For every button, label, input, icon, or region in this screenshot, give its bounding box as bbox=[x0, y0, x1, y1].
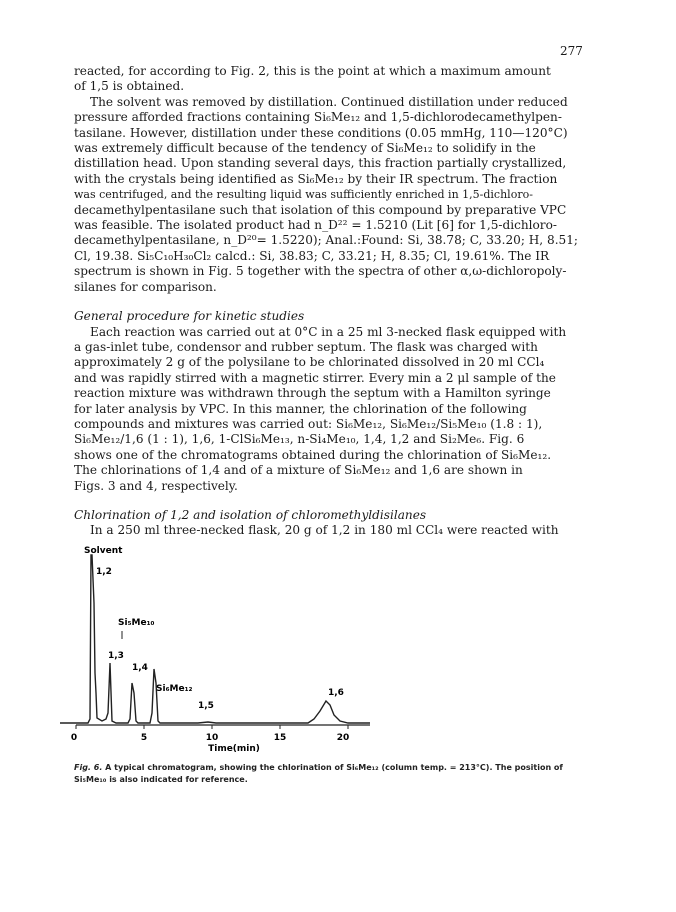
chromatogram-trace bbox=[60, 555, 370, 723]
figure-caption bbox=[74, 762, 594, 786]
x-axis-label: Time(min) bbox=[208, 744, 260, 753]
text-line: was extremely difficult because of the tendency of Si₆Me₁₂ to solidify in the bbox=[74, 141, 536, 156]
text-line: compounds and mixtures was carried out: Si₆Me₁₂, Si₆Me₁₂/Si₅Me₁₀ (1.8 : 1), bbox=[74, 416, 543, 431]
text-line: The solvent was removed by distillation. Continued distillation under reduced bbox=[90, 94, 568, 109]
text-line: spectrum is shown in Fig. 5 together with the spectra of other α,ω-dichloropoly- bbox=[74, 264, 567, 279]
x-tick-label: 5 bbox=[140, 733, 148, 743]
section-heading: Chlorination of 1,2 and isolation of chloromethyldisilanes bbox=[74, 507, 427, 522]
text-line: reacted, for according to Fig. 2, this is the point at which a maximum amount bbox=[74, 64, 551, 78]
peak-label-si6me12: Si₆Me₁₂ bbox=[156, 684, 193, 694]
text-line: pressure afforded fractions containing Si₆Me₁₂ and 1,5-dichlorodecamethylpen- bbox=[74, 110, 562, 125]
text-line: tasilane. However, distillation under these conditions (0.05 mmHg, 110—120°C) bbox=[74, 125, 568, 140]
text-line: reaction mixture was withdrawn through the septum with a Hamilton syringe bbox=[74, 386, 551, 401]
x-tick-label: 10 bbox=[205, 733, 219, 743]
text-line: and was rapidly stirred with a magnetic stirrer. Every min a 2 μl sample of the bbox=[74, 370, 556, 385]
peak-label-si5me10: Si₅Me₁₀ bbox=[118, 618, 155, 628]
text-line: Each reaction was carried out at 0°C in a 25 ml 3-necked flask equipped with bbox=[90, 324, 567, 339]
x-tick-label: 15 bbox=[273, 733, 287, 743]
caption-lead: Fig. 6. bbox=[74, 763, 103, 772]
x-tick-label: 0 bbox=[70, 733, 78, 743]
text-line: with the crystals being identified as Si₆Me₁₂ by their IR spectrum. The fraction bbox=[74, 171, 558, 186]
text-line: was centrifuged, and the resulting liquid was sufficiently enriched in 1,5-dichloro- bbox=[74, 188, 533, 202]
chromatogram-figure bbox=[58, 543, 378, 753]
article-body bbox=[74, 64, 604, 539]
text-line: The chlorinations of 1,4 and of a mixture of Si₆Me₁₂ and 1,6 are shown in bbox=[74, 463, 523, 478]
text-line: Figs. 3 and 4, respectively. bbox=[74, 478, 238, 493]
text-line: a gas-inlet tube, condensor and rubber septum. The flask was charged with bbox=[74, 339, 538, 354]
caption-text: A typical chromatogram, showing the chlorination of Si₆Me₁₂ (column temp. = 213°C). The position of Si₅Me₁₀ is also indicated for reference. bbox=[74, 763, 563, 784]
x-tick-label: 20 bbox=[336, 733, 350, 743]
text-line: approximately 2 g of the polysilane to be chlorinated dissolved in 20 ml CCl₄ bbox=[74, 355, 545, 370]
section-heading: General procedure for kinetic studies bbox=[74, 309, 305, 324]
text-line: Si₆Me₁₂/1,6 (1 : 1), 1,6, 1-ClSi₆Me₁₃, n-Si₄Me₁₀, 1,4, 1,2 and Si₂Me₆. Fig. 6 bbox=[74, 432, 525, 447]
text-line: was feasible. The isolated product had n_D²² = 1.5210 (Lit [6] for 1,5-dichloro- bbox=[74, 218, 557, 233]
text-line: In a 250 ml three-necked flask, 20 g of 1,2 in 180 ml CCl₄ were reacted with bbox=[90, 523, 559, 538]
page-number: 277 bbox=[560, 44, 583, 58]
peak-label-1-4: 1,4 bbox=[132, 663, 148, 673]
text-line: Cl, 19.38. Si₅C₁₀H₃₀Cl₂ calcd.: Si, 38.83; C, 33.21; H, 8.35; Cl, 19.61%. The IR bbox=[74, 248, 550, 263]
text-line: distillation head. Upon standing several days, this fraction partially crystallized, bbox=[74, 156, 567, 171]
text-line: decamethylpentasilane such that isolation of this compound by preparative VPC bbox=[74, 202, 567, 217]
peak-label-1-3: 1,3 bbox=[108, 651, 124, 661]
text-line: silanes for comparison. bbox=[74, 279, 217, 294]
text-line: of 1,5 is obtained. bbox=[74, 79, 185, 94]
peak-label-solvent: Solvent bbox=[84, 546, 123, 556]
text-line: decamethylpentasilane, n_D²⁰= 1.5220); Anal.:Found: Si, 38.78; C, 33.20; H, 8.51; bbox=[74, 233, 578, 248]
text-line: shows one of the chromatograms obtained during the chlorination of Si₆Me₁₂. bbox=[74, 447, 552, 462]
text-line: for later analysis by VPC. In this manner, the chlorination of the following bbox=[74, 401, 527, 416]
peak-label-1-5: 1,5 bbox=[198, 701, 214, 711]
peak-label-1-6: 1,6 bbox=[328, 688, 344, 698]
peak-label-1-2: 1,2 bbox=[96, 567, 112, 577]
